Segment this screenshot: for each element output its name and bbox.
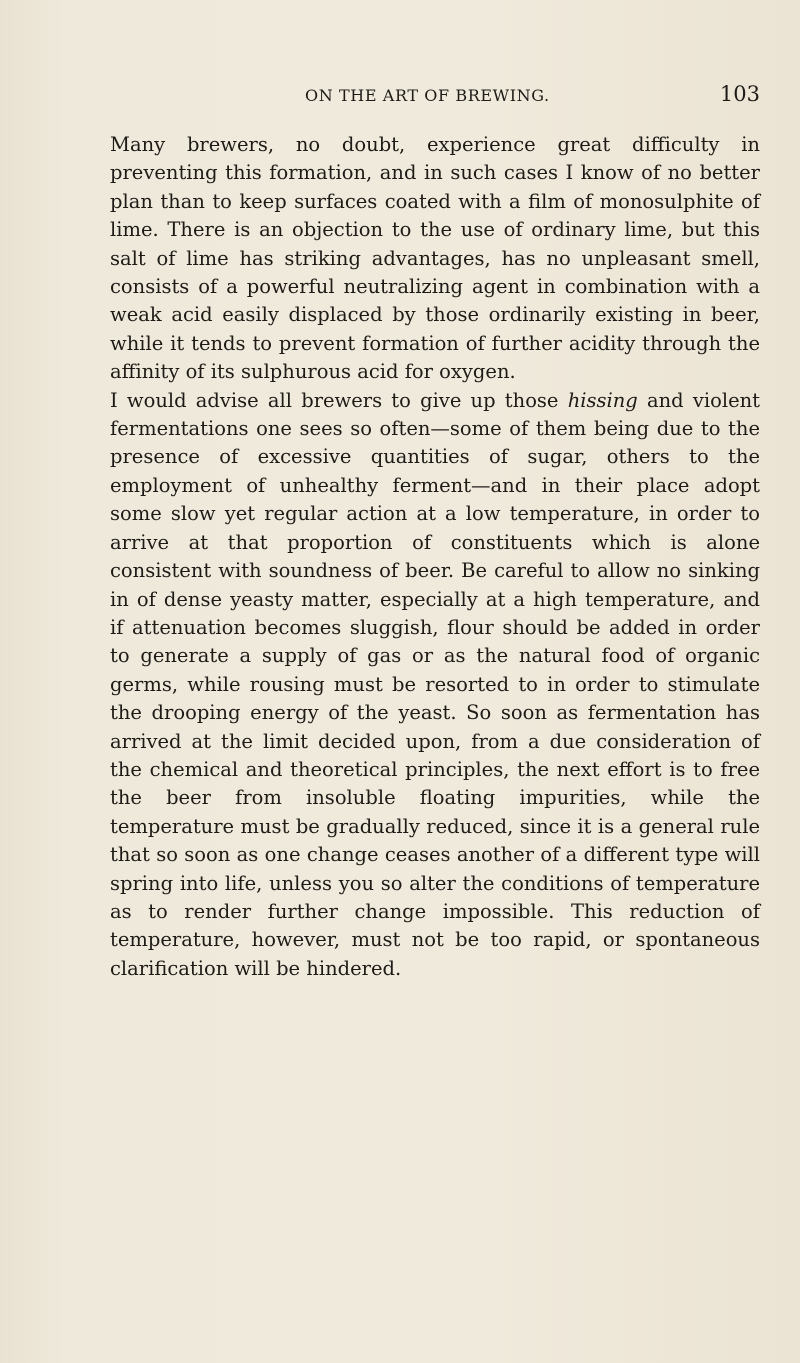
- italic-term: hissing: [567, 388, 638, 412]
- paragraph-1: Many brewers, no doubt, experience great difficulty in preventing this formation, and in such cases I know of no better plan than to keep surfaces coated with a film of monosulphite of lime. There is an objection to the use of ordinary lime, but this salt of lime has striking advantages, has no unpleasant smell, consists of a powerful neutralizing agent in combination with a weak acid easily displaced by those ordinarily existing in beer, while it tends to prevent formation of further acidity through the affinity of its sulphurous acid for oxygen.: [110, 133, 760, 384]
- running-head: [100, 82, 760, 116]
- running-title: ON THE ART OF BREWING.: [305, 86, 550, 105]
- body-text: [110, 131, 760, 983]
- paragraph-2-rest: and violent fermentations one sees so often—some of them being due to the presence of excessive quantities of sugar, others to the employment of unhealthy ferment—and in their place adopt some slow yet regular action at a low temperature, in order to arrive at that proportion of constituents which is alone consistent with soundness of beer. Be careful to allow no sinking in of dense yeasty matter, especially at a high temperature, and if attenuation becomes sluggish, flour should be added in order to generate a supply of gas or as the natural food of organic germs, while rousing must be resorted to in order to stimulate the drooping energy of the yeast. So soon as fermentation has arrived at the limit decided upon, from a due consideration of the chemical and theoretical principles, the next effort is to free the beer from insoluble floating impurities, while the temperature must be gradually reduced, since it is a general rule that so soon as one change ceases another of a different type will spring into life, unless you so alter the conditions of temperature as to render further change impossible. This reduction of temperature, however, must not be too rapid, or spontaneous clarification will be hindered.: [110, 388, 761, 980]
- paragraph-2-lead: I would advise all brewers to give up those: [110, 388, 568, 412]
- paragraph-2: [110, 387, 760, 984]
- page-number: 103: [719, 82, 760, 106]
